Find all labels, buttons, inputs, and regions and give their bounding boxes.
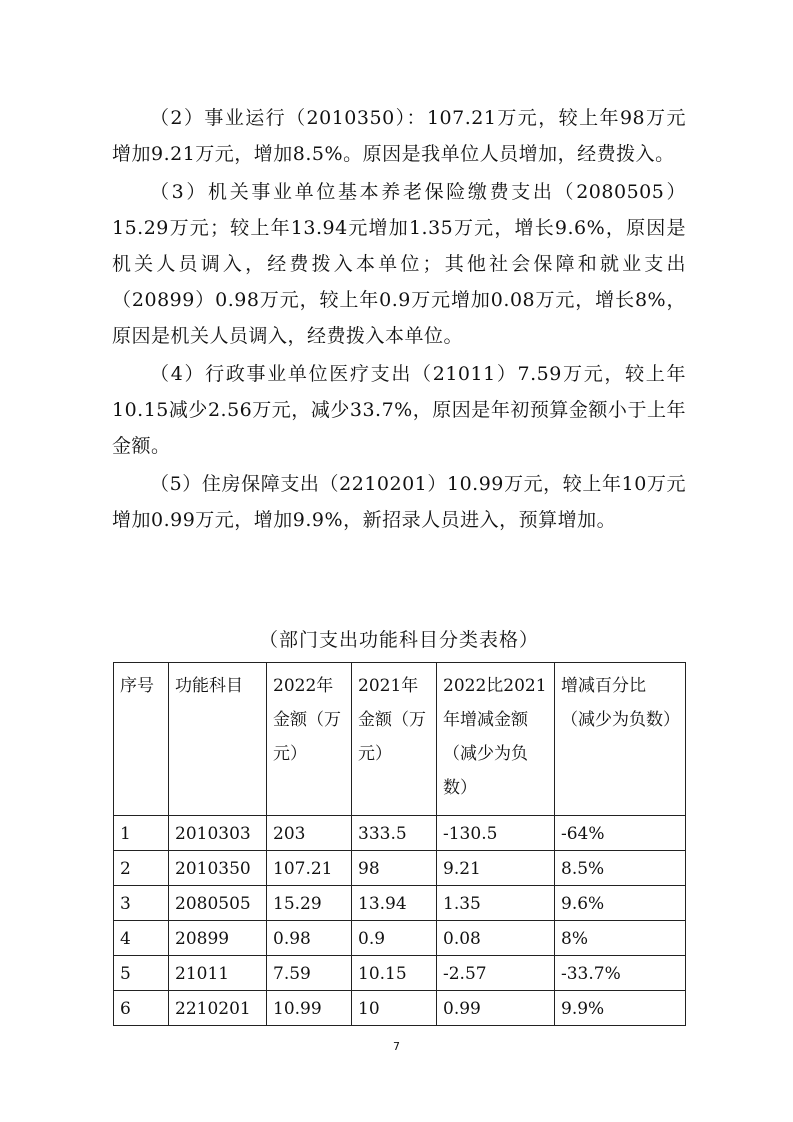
function-subject-table xyxy=(113,662,686,1026)
table-row xyxy=(114,851,686,886)
cell-change-percent: 8% xyxy=(555,921,686,956)
cell-change-amount: 0.99 xyxy=(437,991,555,1026)
cell-change-amount: -130.5 xyxy=(437,816,555,851)
cell-subject: 2010350 xyxy=(169,851,267,886)
cell-change-percent: 9.9% xyxy=(555,991,686,1026)
cell-change-percent: 8.5% xyxy=(555,851,686,886)
page-number: 7 xyxy=(393,1040,400,1053)
paragraph-item-3: （3）机关事业单位基本养老保险缴费支出（2080505）15.29万元；较上年13.94元增加1.35万元，增长9.6%，原因是机关人员调入，经费拨入本单位；其他社会保障和就业支出（20899）0.98万元，较上年0.9万元增加0.08万元，增长8%，原因是机关人员调入，经费拨入本单位。 xyxy=(112,181,686,347)
table-row xyxy=(114,886,686,921)
body-text xyxy=(112,100,686,540)
cell-subject: 2010303 xyxy=(169,816,267,851)
header-amount-2022: 2022年金额（万元） xyxy=(267,663,352,816)
header-subject: 功能科目 xyxy=(169,663,267,816)
cell-amount-2022: 15.29 xyxy=(267,886,352,921)
cell-amount-2021: 10.15 xyxy=(352,956,437,991)
cell-change-amount: 9.21 xyxy=(437,851,555,886)
header-change-percent: 增减百分比（减少为负数） xyxy=(555,663,686,816)
cell-amount-2021: 98 xyxy=(352,851,437,886)
paragraph-item-2: （2）事业运行（2010350）：107.21万元，较上年98万元增加9.21万元，增加8.5%。原因是我单位人员增加，经费拨入。 xyxy=(112,107,686,165)
cell-subject: 20899 xyxy=(169,921,267,956)
header-change-amount: 2022比2021年增减金额（减少为负数） xyxy=(437,663,555,816)
cell-subject: 2210201 xyxy=(169,991,267,1026)
table-row xyxy=(114,956,686,991)
cell-index: 3 xyxy=(114,886,169,921)
table-caption: （部门支出功能科目分类表格） xyxy=(258,629,539,651)
header-index: 序号 xyxy=(114,663,169,816)
cell-index: 5 xyxy=(114,956,169,991)
cell-amount-2021: 0.9 xyxy=(352,921,437,956)
table-row xyxy=(114,991,686,1026)
cell-amount-2022: 7.59 xyxy=(267,956,352,991)
cell-change-amount: 0.08 xyxy=(437,921,555,956)
cell-index: 1 xyxy=(114,816,169,851)
cell-index: 2 xyxy=(114,851,169,886)
cell-index: 4 xyxy=(114,921,169,956)
cell-amount-2022: 107.21 xyxy=(267,851,352,886)
cell-amount-2022: 10.99 xyxy=(267,991,352,1026)
cell-index: 6 xyxy=(114,991,169,1026)
table-row xyxy=(114,921,686,956)
table-header-row xyxy=(114,663,686,816)
cell-amount-2021: 13.94 xyxy=(352,886,437,921)
cell-subject: 2080505 xyxy=(169,886,267,921)
cell-amount-2021: 333.5 xyxy=(352,816,437,851)
cell-change-percent: 9.6% xyxy=(555,886,686,921)
cell-amount-2021: 10 xyxy=(352,991,437,1026)
table-row xyxy=(114,816,686,851)
cell-amount-2022: 0.98 xyxy=(267,921,352,956)
paragraph-item-5: （5）住房保障支出（2210201）10.99万元，较上年10万元增加0.99万元，增加9.9%，新招录人员进入，预算增加。 xyxy=(112,473,686,531)
cell-change-amount: -2.57 xyxy=(437,956,555,991)
cell-change-percent: -64% xyxy=(555,816,686,851)
header-amount-2021: 2021年金额（万元） xyxy=(352,663,437,816)
cell-change-amount: 1.35 xyxy=(437,886,555,921)
paragraph-item-4: （4）行政事业单位医疗支出（21011）7.59万元，较上年10.15减少2.56万元，减少33.7%，原因是年初预算金额小于上年金额。 xyxy=(112,363,686,457)
cell-change-percent: -33.7% xyxy=(555,956,686,991)
cell-amount-2022: 203 xyxy=(267,816,352,851)
cell-subject: 21011 xyxy=(169,956,267,991)
